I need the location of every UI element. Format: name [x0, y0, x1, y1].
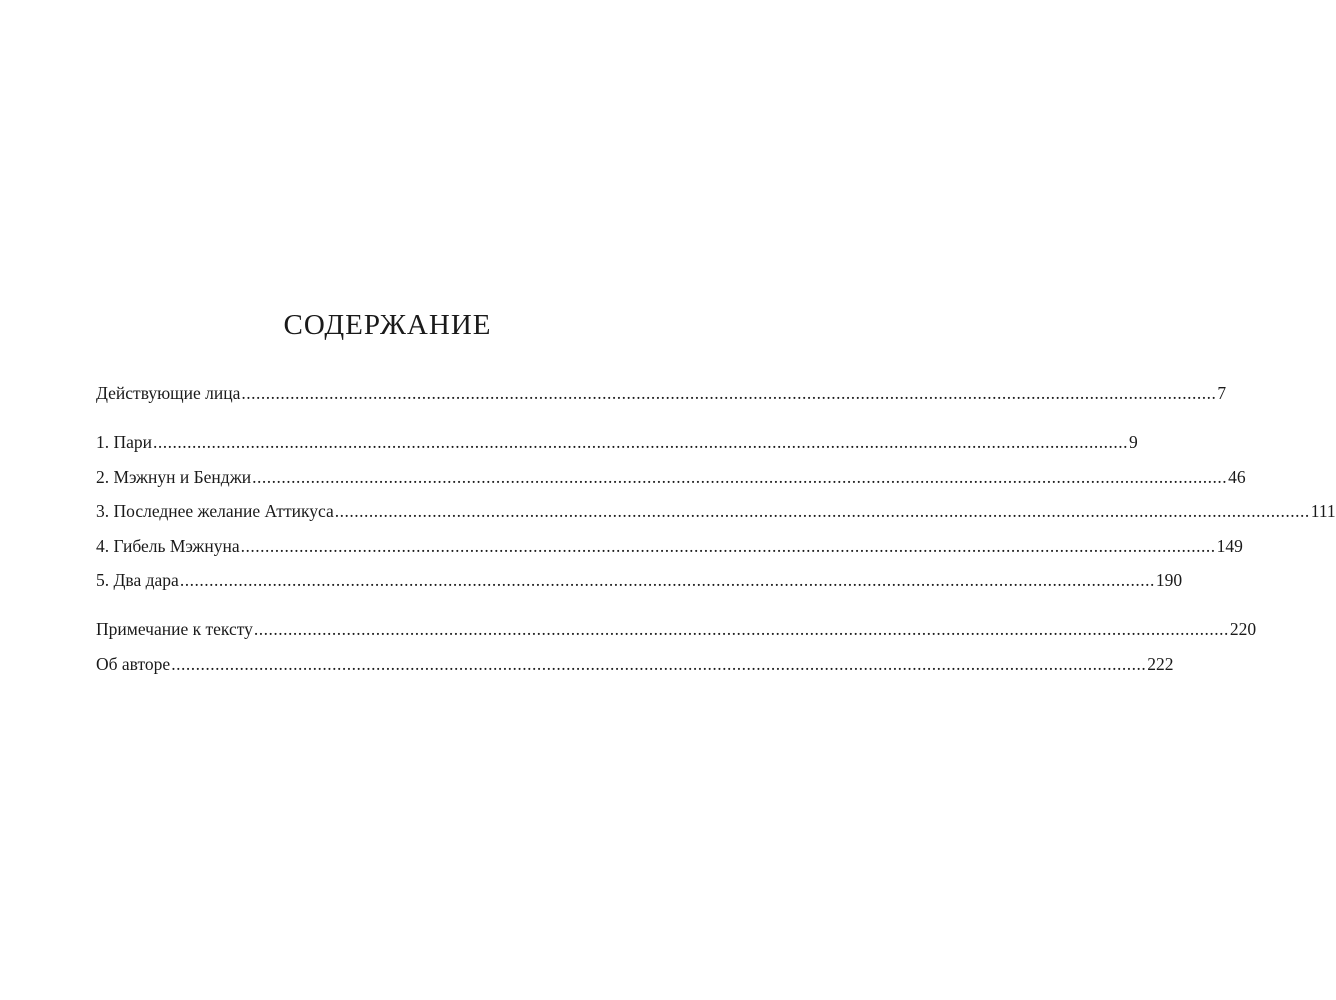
toc-entry-page: 7 — [1217, 383, 1227, 403]
toc-entry-label: Об авторе — [96, 653, 171, 674]
toc-entry-label: 1. Пари — [96, 432, 153, 452]
toc-entry-label: Примечание к тексту — [96, 619, 253, 639]
toc-entry-page: 222 — [1147, 653, 1174, 674]
toc-leader-dots: ........................................................................................................................................................................................................ — [241, 383, 1217, 403]
toc-entry-page: 46 — [1228, 466, 1246, 487]
toc-entry-page: 111 — [1310, 501, 1336, 521]
toc-entry — [96, 499, 1336, 534]
toc-entry-page: 149 — [1216, 535, 1243, 556]
toc-leader-dots: ........................................................................................................................................................................................................ — [334, 501, 1310, 521]
toc-entry-label: 5. Два дара — [96, 570, 179, 590]
toc-leader-dots: ........................................................................................................................................................................................................ — [171, 653, 1147, 674]
toc-entry-page: 220 — [1229, 619, 1257, 639]
toc-leader-dots: ........................................................................................................................................................................................................ — [253, 619, 1229, 639]
toc-leader-dots: ........................................................................................................................................................................................................ — [153, 432, 1129, 452]
toc-entry-label: 2. Мэжнун и Бенджи — [96, 466, 252, 487]
toc-entry-label: Действующие лица — [96, 383, 241, 403]
toc-entry — [96, 652, 1174, 687]
table-of-contents — [96, 381, 1336, 686]
toc-leader-dots: ........................................................................................................................................................................................................ — [179, 570, 1155, 590]
toc-entry — [96, 465, 1246, 500]
toc-entry — [96, 430, 1138, 465]
toc-entry — [96, 534, 1243, 569]
toc-entry — [96, 568, 1183, 617]
toc-leader-dots: ........................................................................................................................................................................................................ — [240, 535, 1216, 556]
toc-entry — [96, 381, 1227, 430]
toc-entry-page: 190 — [1155, 570, 1183, 590]
toc-leader-dots: ........................................................................................................................................................................................................ — [252, 466, 1228, 487]
toc-entry-label: 3. Последнее желание Аттикуса — [96, 501, 334, 521]
toc-entry — [96, 617, 1257, 652]
page-title: СОДЕРЖАНИЕ — [283, 309, 492, 341]
toc-entry-page: 9 — [1129, 432, 1138, 452]
toc-entry-label: 4. Гибель Мэжнуна — [96, 535, 240, 556]
